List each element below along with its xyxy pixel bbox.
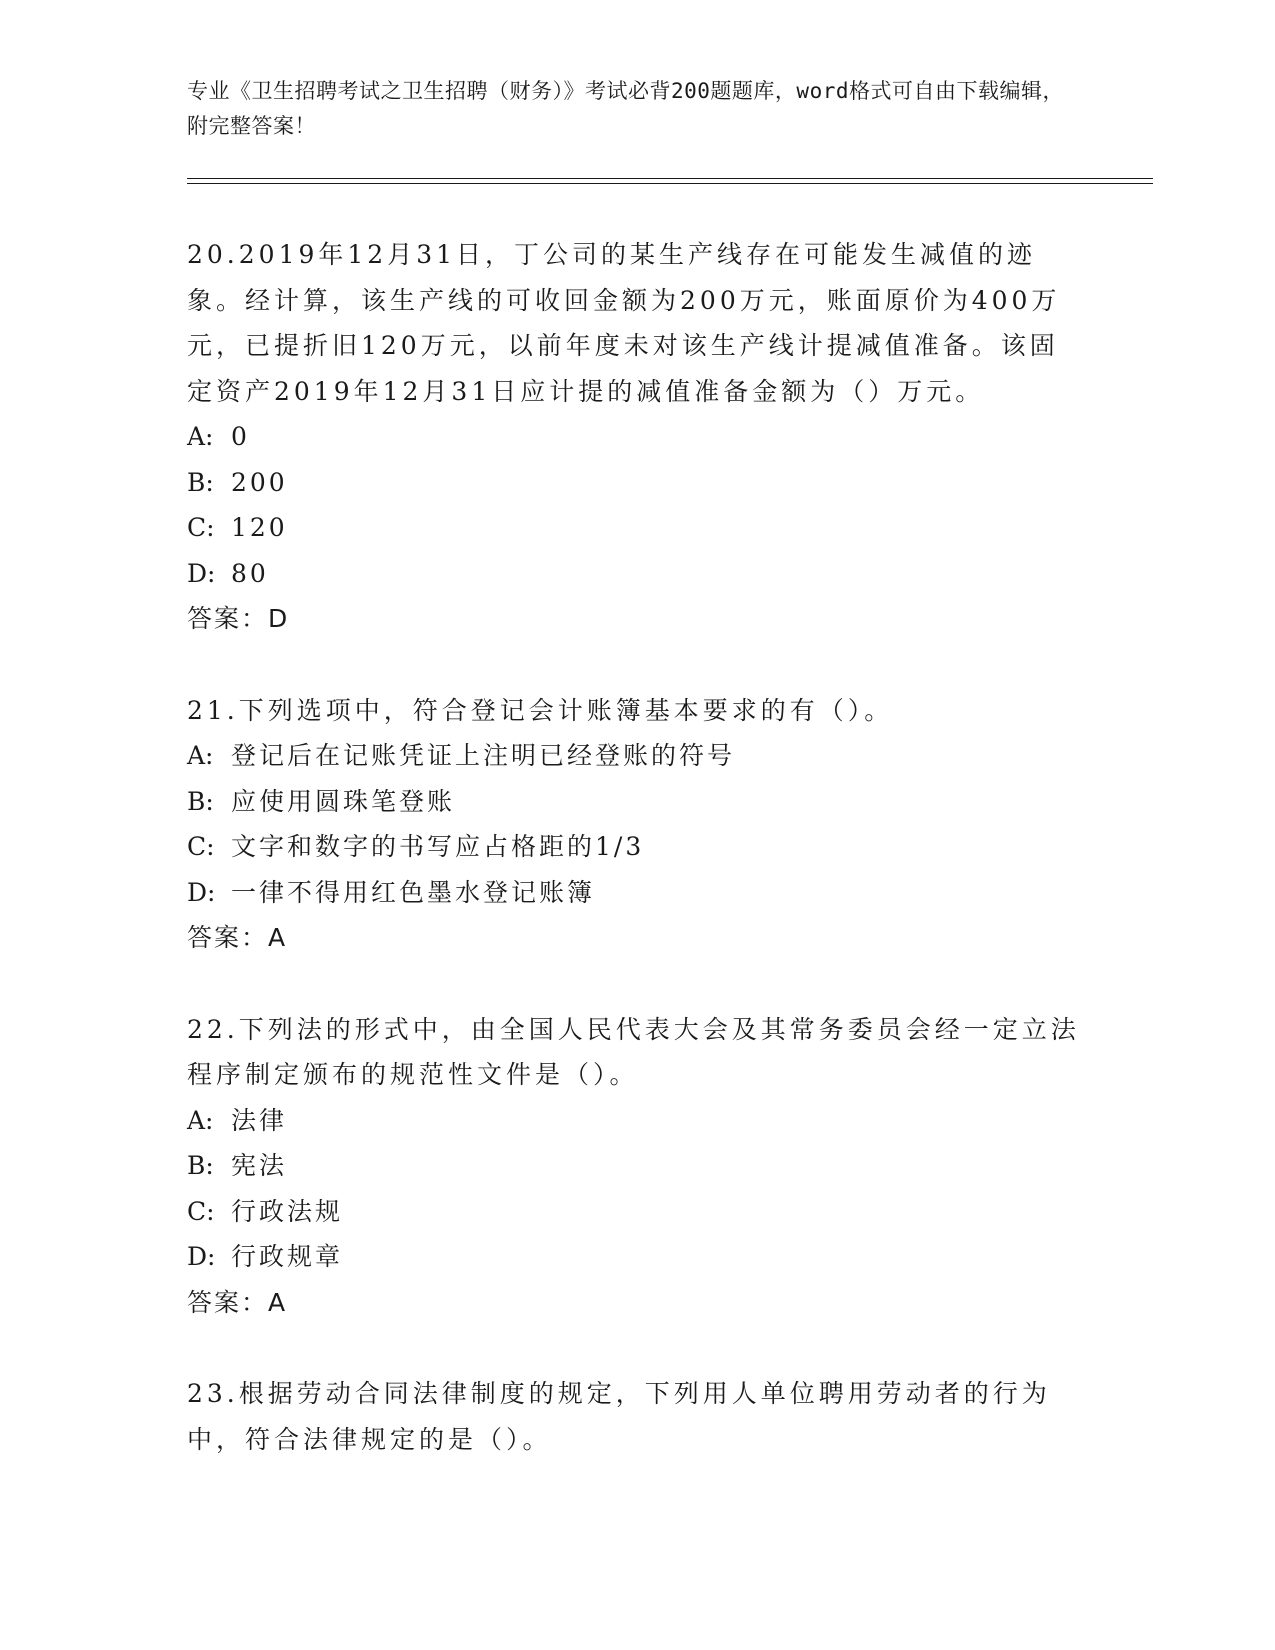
option-letter: B: xyxy=(187,467,214,497)
option-text: 一律不得用红色墨水登记账簿 xyxy=(231,877,596,907)
option-a xyxy=(187,414,1087,460)
option-text: 登记后在记账凭证上注明已经登账的符号 xyxy=(231,741,736,770)
option-letter: A: xyxy=(187,741,214,770)
option-d xyxy=(187,551,1087,597)
option-letter: A: xyxy=(187,422,214,451)
question-list xyxy=(187,232,1087,1508)
option-letter: D: xyxy=(187,877,216,907)
option-a xyxy=(187,733,1087,779)
option-letter: B: xyxy=(187,786,214,816)
header-divider-top xyxy=(187,178,1153,179)
option-letter: C: xyxy=(187,1196,215,1226)
header-divider-bottom xyxy=(187,183,1153,184)
option-text: 文字和数字的书写应占格距的1/3 xyxy=(231,832,645,861)
option-text: 行政规章 xyxy=(231,1242,344,1271)
option-letter: D: xyxy=(187,558,216,588)
question-21 xyxy=(187,688,1087,961)
option-d xyxy=(187,1234,1087,1280)
option-text: 行政法规 xyxy=(231,1196,344,1226)
option-d xyxy=(187,870,1087,916)
question-stem: 20.2019年12月31日，丁公司的某生产线存在可能发生减值的迹象。经计算，该生产线的可收回金额为200万元，账面原价为400万元，已提折旧120万元，以前年度未对该生产线计提减值准备。该固定资产2019年12月31日应计提的减值准备金额为（）万元。 xyxy=(187,240,1061,406)
option-letter: C: xyxy=(187,513,215,542)
option-letter: C: xyxy=(187,832,215,861)
question-stem: 23.根据劳动合同法律制度的规定，下列用人单位聘用劳动者的行为中，符合法律规定的是（）。 xyxy=(187,1379,1051,1454)
option-text: 80 xyxy=(231,558,269,588)
option-letter: A: xyxy=(187,1105,214,1135)
option-text: 0 xyxy=(231,422,250,451)
answer-label: 答案：A xyxy=(187,1287,288,1317)
question-stem: 22.下列法的形式中，由全国人民代表大会及其常务委员会经一定立法程序制定颁布的规范性文件是（）。 xyxy=(187,1014,1080,1089)
option-letter: B: xyxy=(187,1151,214,1180)
option-letter: D: xyxy=(187,1242,216,1271)
option-text: 120 xyxy=(231,513,288,542)
option-b xyxy=(187,1143,1087,1189)
option-text: 法律 xyxy=(231,1105,288,1135)
document-header: 专业《卫生招聘考试之卫生招聘（财务）》考试必背200题题库，word格式可自由下载编辑，附完整答案！ xyxy=(187,79,1064,138)
option-a xyxy=(187,1098,1087,1144)
question-20 xyxy=(187,232,1087,642)
question-stem: 21.下列选项中，符合登记会计账簿基本要求的有（）。 xyxy=(187,695,894,725)
option-text: 200 xyxy=(231,467,288,497)
option-c xyxy=(187,1189,1087,1235)
question-22 xyxy=(187,1007,1087,1326)
option-b xyxy=(187,779,1087,825)
answer-label: 答案：A xyxy=(187,923,288,952)
answer-label: 答案：D xyxy=(187,604,290,633)
option-c xyxy=(187,824,1087,870)
option-text: 应使用圆珠笔登账 xyxy=(231,786,456,816)
option-c xyxy=(187,505,1087,551)
option-text: 宪法 xyxy=(231,1151,288,1180)
option-b xyxy=(187,460,1087,506)
question-23 xyxy=(187,1371,1087,1462)
